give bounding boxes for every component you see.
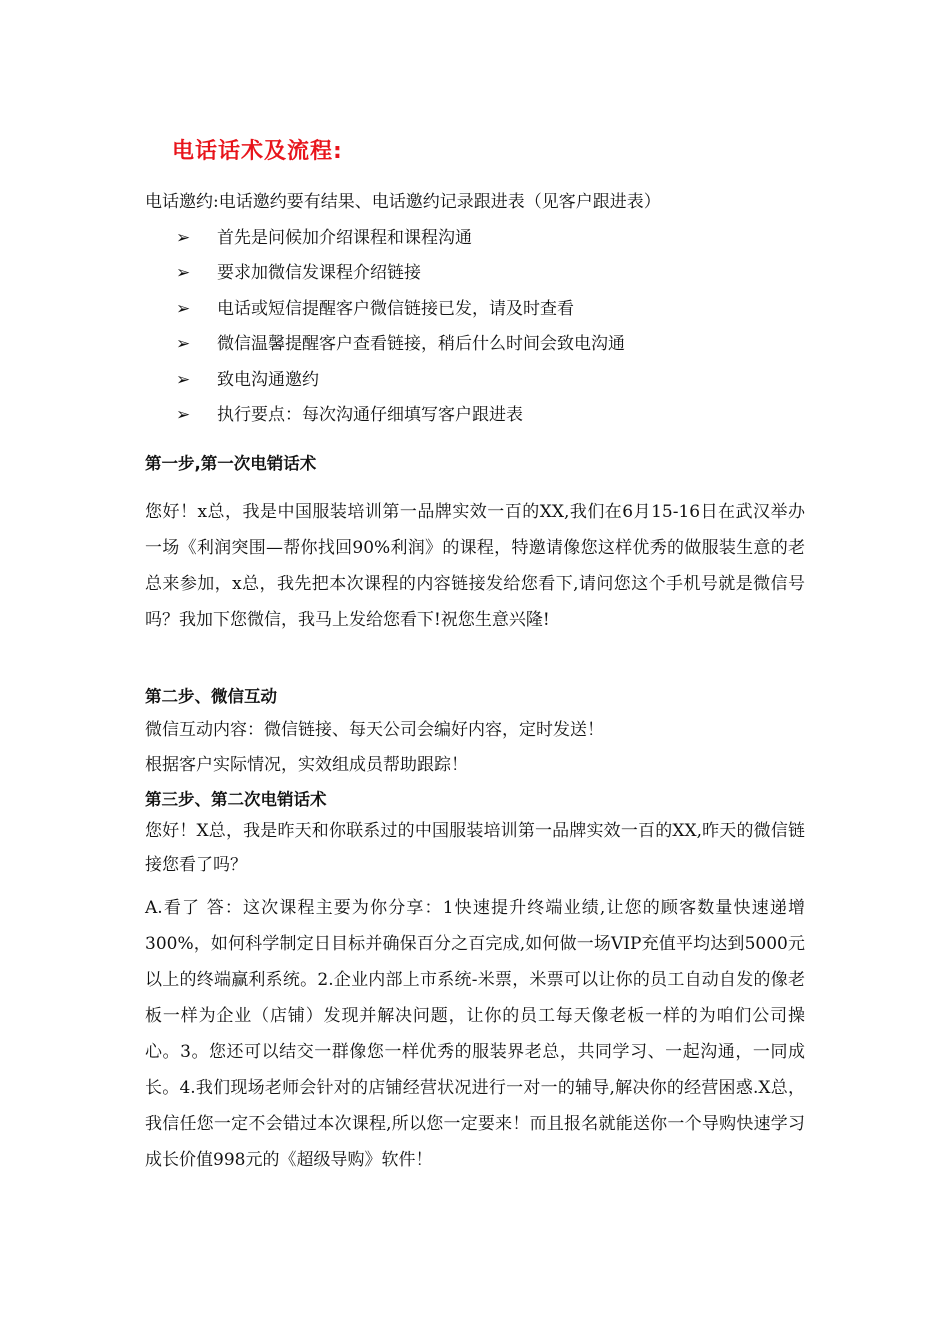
arrow-bullet-icon: ➢ (176, 334, 191, 354)
arrow-bullet-icon: ➢ (176, 263, 191, 283)
step2-line2: 根据客户实际情况，实效组成员帮助跟踪！ (145, 755, 468, 775)
step2-line1: 微信互动内容：微信链接、每天公司会编好内容，定时发送！ (145, 720, 604, 740)
list-item: 微信温馨提醒客户查看链接，稍后什么时间会致电沟通 (217, 334, 625, 354)
step1-heading: 第一步,第一次电销话术 (145, 454, 317, 473)
step2-heading: 第二步、微信互动 (145, 687, 277, 706)
arrow-bullet-icon: ➢ (176, 228, 191, 248)
list-item: 要求加微信发课程介绍链接 (217, 263, 421, 283)
step3-intro: 您好！X总，我是昨天和你联系过的中国服装培训第一品牌实效一百的XX,昨天的微信链接您看了吗？ (145, 821, 805, 875)
step1-body: 您好！x总，我是中国服装培训第一品牌实效一百的XX,我们在6月15-16日在武汉举办一场《利润突围—帮你找回90%利润》的课程，特邀请像您这样优秀的做服装生意的老总来参加，x总，我先把本次课程的内容链接发给您看下,请问您这个手机号就是微信号吗？我加下您微信，我马上发给您看下!祝您生意兴隆! (145, 502, 805, 630)
step3-answer: A.看了 答：这次课程主要为你分享：1快速提升终端业绩,让您的顾客数量快速递增300%，如何科学制定日目标并确保百分之百完成,如何做一场VIP充值平均达到5000元以上的终端赢利系统。2.企业内部上市系统-米票，米票可以让你的员工自动自发的像老板一样为企业（店铺）发现并解决问题，让你的员工每天像老板一样的为咱们公司操心。3。您还可以结交一群像您一样优秀的服装界老总，共同学习、一起沟通，一同成长。4.我们现场老师会针对的店铺经营状况进行一对一的辅导,解决你的经营困惑.X总，我信任您一定不会错过本次课程,所以您一定要来！而且报名就能送你一个导购快速学习成长价值998元的《超级导购》软件！ (145, 898, 805, 1170)
arrow-bullet-icon: ➢ (176, 370, 191, 390)
list-item: 电话或短信提醒客户微信链接已发，请及时查看 (217, 299, 574, 319)
page-title: 电话话术及流程: (172, 139, 343, 164)
intro-line: 电话邀约:电话邀约要有结果、电话邀约记录跟进表（见客户跟进表） (145, 192, 661, 212)
list-item: 执行要点：每次沟通仔细填写客户跟进表 (217, 405, 523, 425)
step3-heading: 第三步、第二次电销话术 (145, 790, 327, 809)
arrow-bullet-icon: ➢ (176, 299, 191, 319)
list-item: 致电沟通邀约 (217, 370, 319, 390)
list-item: 首先是问候加介绍课程和课程沟通 (217, 228, 472, 248)
arrow-bullet-icon: ➢ (176, 405, 191, 425)
